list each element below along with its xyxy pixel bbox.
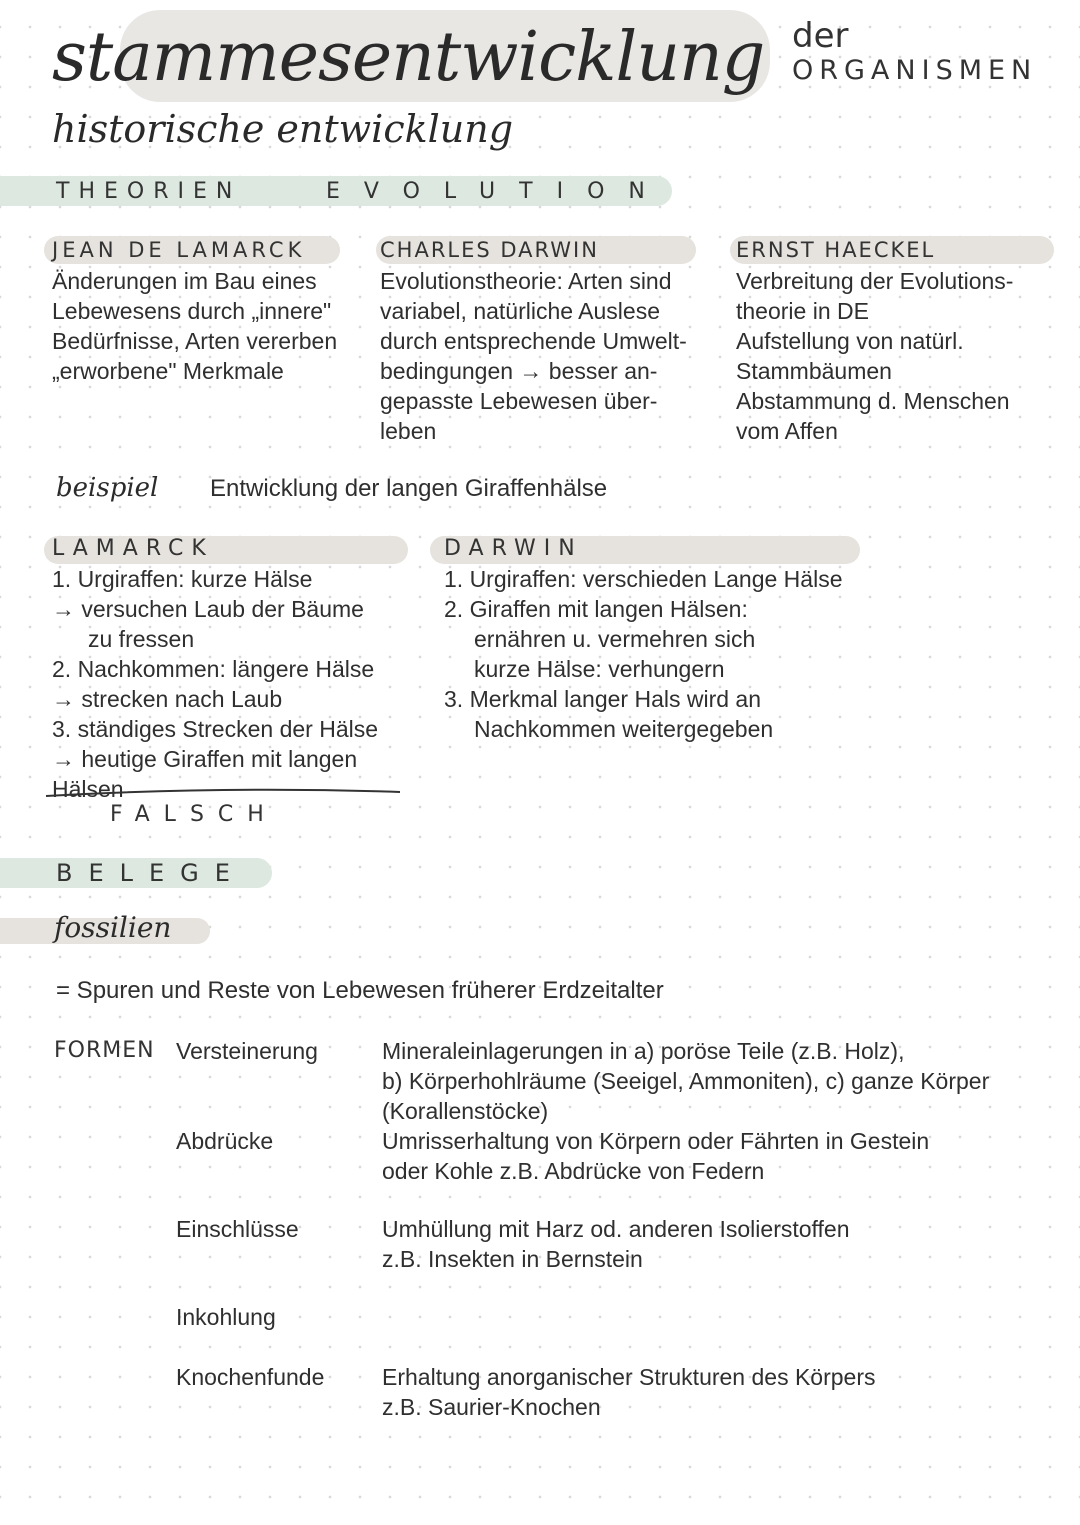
darwin-example <box>444 534 864 744</box>
theory-line: „erworbene" Merkmale <box>52 358 284 384</box>
beispiel-label: beispiel <box>56 473 159 503</box>
theory-haeckel <box>736 234 1056 446</box>
theory-name: CHARLES DARWIN <box>380 238 599 262</box>
theory-line: Änderungen im Bau eines <box>52 268 317 294</box>
theory-line: Evolutionstheorie: Arten sind <box>380 268 672 294</box>
lamarck-verdict: FALSCH <box>110 802 278 827</box>
theory-line: Bedürfnisse, Arten vererben <box>52 328 338 354</box>
form-name-inkohlung: Inkohlung <box>176 1304 276 1330</box>
formen-label: FORMEN <box>54 1038 155 1063</box>
lamarck-line: → strecken nach Laub <box>52 686 283 712</box>
theory-name: JEAN DE LAMARCK <box>52 238 306 262</box>
form-desc-line: Umrisserhaltung von Körpern oder Fährten in Gestein <box>382 1128 930 1154</box>
form-desc-line: z.B. Insekten in Bernstein <box>382 1246 643 1272</box>
form-desc-line: (Korallenstöcke) <box>382 1098 549 1124</box>
fossilien-definition: = Spuren und Reste von Lebewesen früherer Erdzeitalter <box>56 977 664 1004</box>
theory-line: leben <box>380 418 437 444</box>
darwin-header: DARWIN <box>444 536 583 561</box>
theory-darwin <box>380 234 710 446</box>
form-desc-line: Umhüllung mit Harz od. anderen Isolierstoffen <box>382 1216 850 1242</box>
theory-line: Verbreitung der Evolutions- <box>736 268 1014 294</box>
theory-name: ERNST HAECKEL <box>736 238 936 262</box>
lamarck-line: zu fressen <box>88 626 195 652</box>
darwin-line: ernähren u. vermehren sich <box>474 626 756 652</box>
beispiel-text: Entwicklung der langen Giraffenhälse <box>210 475 608 502</box>
theory-line: Abstammung d. Menschen <box>736 388 1010 414</box>
lamarck-line: → heutige Giraffen mit langen <box>52 746 358 772</box>
title-der: der <box>792 16 849 56</box>
subtitle: historische entwicklung <box>52 107 514 151</box>
darwin-line: 3. Merkmal langer Hals wird an <box>444 686 762 712</box>
page-title: stammesentwicklung <box>52 18 765 97</box>
lamarck-line: 2. Nachkommen: längere Hälse <box>52 656 375 682</box>
form-desc-line: z.B. Saurier-Knochen <box>382 1394 601 1420</box>
belege-header: BELEGE <box>56 859 246 887</box>
form-name-abdruecke: Abdrücke <box>176 1128 274 1154</box>
darwin-line: 1. Urgiraffen: verschieden Lange Hälse <box>444 566 843 592</box>
form-desc-einschluesse <box>382 1214 1062 1274</box>
fossilien-label: fossilien <box>54 911 172 944</box>
evolution-label: EVOLUTION <box>326 179 669 204</box>
theory-line: Stammbäumen <box>736 358 892 384</box>
theory-line: durch entsprechende Umwelt- <box>380 328 687 354</box>
lamarck-line: → versuchen Laub der Bäume <box>52 596 364 622</box>
form-desc-line: b) Körperhohlräume (Seeigel, Ammoniten), c) ganze Körper <box>382 1068 990 1094</box>
theory-line: Lebewesens durch „innere" <box>52 298 332 324</box>
darwin-line: 2. Giraffen mit langen Hälsen: <box>444 596 748 622</box>
theory-line: theorie in DE <box>736 298 869 324</box>
theory-line: Aufstellung von natürl. <box>736 328 964 354</box>
form-desc-versteinerung <box>382 1036 1062 1126</box>
darwin-line: Nachkommen weitergegeben <box>474 716 774 742</box>
lamarck-line: 3. ständiges Strecken der Hälse <box>52 716 379 742</box>
title-organismen: ORGANISMEN <box>792 55 1038 86</box>
theorien-label: THEORIEN <box>56 179 242 204</box>
lamarck-line: Hälsen <box>52 776 124 802</box>
darwin-line: kurze Hälse: verhungern <box>474 656 725 682</box>
lamarck-underline <box>44 782 404 802</box>
theory-line: vom Affen <box>736 418 838 444</box>
theory-lamarck <box>52 234 372 386</box>
form-desc-line: Erhaltung anorganischer Strukturen des Körpers <box>382 1364 876 1390</box>
form-desc-line: oder Kohle z.B. Abdrücke von Federn <box>382 1158 765 1184</box>
theory-line: gepasste Lebewesen über- <box>380 388 658 414</box>
lamarck-header: LAMARCK <box>52 536 214 561</box>
form-name-versteinerung: Versteinerung <box>176 1038 318 1064</box>
form-desc-line: Mineraleinlagerungen in a) poröse Teile (z.B. Holz), <box>382 1038 905 1064</box>
lamarck-example <box>52 534 412 804</box>
form-name-knochenfunde: Knochenfunde <box>176 1364 325 1390</box>
form-desc-knochenfunde <box>382 1362 1062 1422</box>
form-desc-abdruecke <box>382 1126 1062 1186</box>
theory-line: variabel, natürliche Auslese <box>380 298 660 324</box>
form-name-einschluesse: Einschlüsse <box>176 1216 299 1242</box>
lamarck-line: 1. Urgiraffen: kurze Hälse <box>52 566 313 592</box>
theory-line: bedingungen → besser an- <box>380 358 658 384</box>
